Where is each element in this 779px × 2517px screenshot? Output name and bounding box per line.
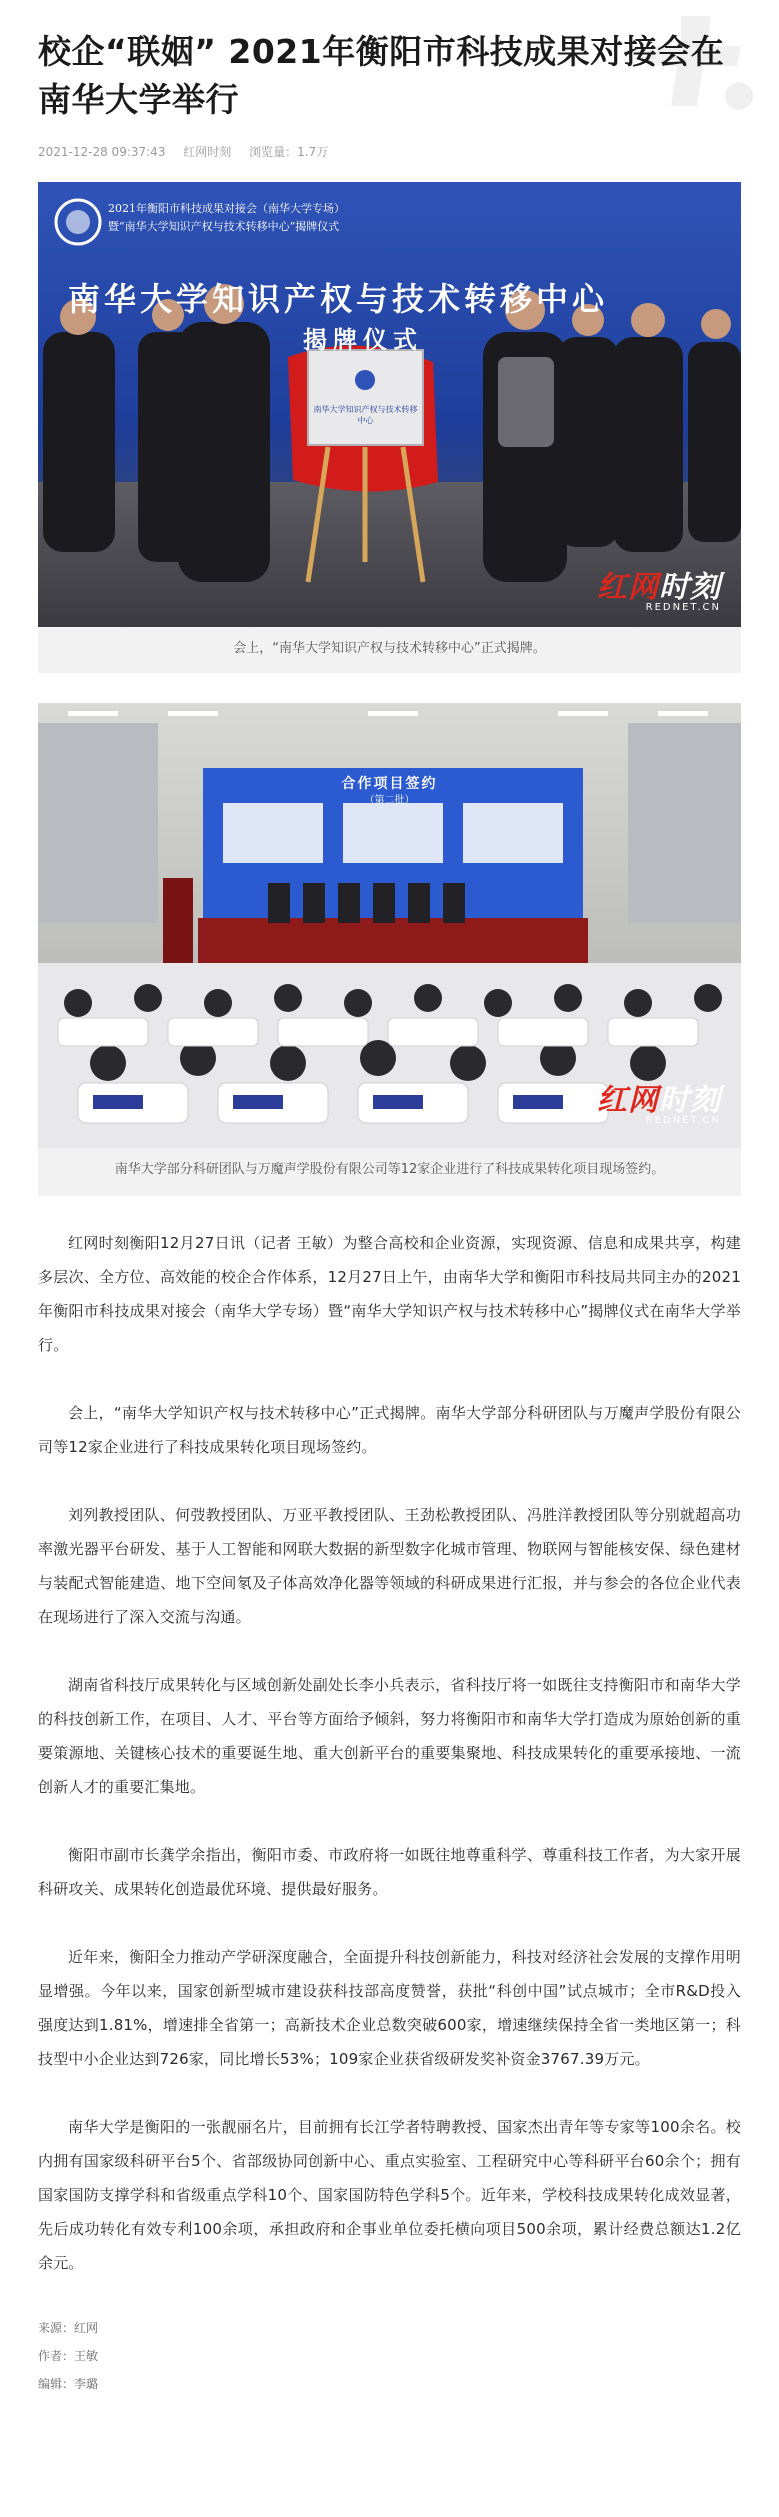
views-value: 1.7万 [297, 145, 329, 159]
paragraph: 南华大学是衡阳的一张靓丽名片，目前拥有长江学者特聘教授、国家杰出青年等专家等100余名。校内拥有国家级科研平台5个、省部级协同创新中心、重点实验室、工程研究中心等科研平台60余个；拥有国家国防支撑学科和省级重点学科10个、国家国防特色学科5个。近年来，学校科技成果转化成效显著，先后成功转化有效专利100余项，承担政府和企事业单位委托横向项目500余项，累计经费总额达1.2亿余元。 [38, 2118, 741, 2272]
banner-sub: 揭牌仪式 [303, 325, 423, 354]
photo-unveiling[interactable] [38, 182, 741, 627]
article-title: 校企“联姻” 2021年衡阳市科技成果对接会在南华大学举行 [38, 32, 725, 119]
logo-en-text: REDNET.CN [645, 602, 721, 613]
plaque-text: 南华大学知识产权与技术转移中心 [313, 405, 418, 425]
views-label: 浏览量： [249, 145, 298, 159]
figure-caption: 南华大学部分科研团队与万魔声学股份有限公司等12家企业进行了科技成果转化项目现场签约。 [114, 1162, 665, 1177]
figure-unveiling [38, 182, 741, 673]
footer-source: 来源：红网 [38, 2321, 99, 2335]
photo-signing[interactable] [38, 703, 741, 1148]
screen-title: 合作项目签约 [341, 776, 438, 792]
rednet-logo [597, 1075, 721, 1126]
logo-en-text: REDNET.CN [645, 1115, 721, 1126]
paragraph: 刘列教授团队、何弢教授团队、万亚平教授团队、王劲松教授团队、冯胜洋教授团队等分别就超高功率激光器平台研发、基于人工智能和网联大数据的新型数字化城市管理、物联网与智能核安保、绿色建材与装配式智能建造、地下空间氡及子体高效净化器等领域的科研成果进行汇报，并与参会的各位企业代表在现场进行了深入交流与沟通。 [38, 1506, 741, 1626]
logo-red-text: 红网 [597, 570, 659, 605]
logo-white-text: 时刻 [659, 570, 721, 605]
rednet-logo [597, 562, 721, 613]
article-footer [38, 2314, 741, 2398]
publish-time: 2021-12-28 09:37:43 [38, 145, 166, 159]
footer-author: 作者：王敏 [38, 2349, 99, 2363]
banner-line1: 2021年衡阳市科技成果对接会（南华大学专场） [108, 202, 345, 215]
screen-subtitle: （第二批） [364, 795, 415, 806]
article-meta [38, 142, 741, 162]
logo-red-text: 红网 [597, 1083, 659, 1118]
view-count [249, 145, 328, 159]
article-body [38, 1226, 741, 2280]
paragraph: 近年来，衡阳全力推动产学研深度融合，全面提升科技创新能力，科技对经济社会发展的支撑作用明显增强。今年以来，国家创新型城市建设获科技部高度赞誉，获批“科创中国”试点城市；全市R&D投入强度达到1.81%，增速排全省第一；高新技术企业总数突破600家，增速继续保持全省一类地区第一；科技型中小企业达到726家，同比增长53%；109家企业获省级研发奖补资金3767.39万元。 [38, 1948, 741, 2068]
footer-editor: 编辑：李璐 [38, 2377, 99, 2391]
source-name[interactable]: 红网时刻 [183, 145, 232, 159]
logo-white-text: 时刻 [659, 1083, 721, 1118]
banner-line2: 暨“南华大学知识产权与技术转移中心”揭牌仪式 [108, 220, 340, 233]
figure-signing [38, 703, 741, 1196]
banner-main: 南华大学知识产权与技术转移中心 [68, 280, 609, 318]
figure-caption: 会上，“南华大学知识产权与技术转移中心”正式揭牌。 [233, 641, 546, 656]
paragraph: 红网时刻衡阳12月27日讯（记者 王敏）为整合高校和企业资源，实现资源、信息和成果共享，构建多层次、全方位、高效能的校企合作体系，12月27日上午，由南华大学和衡阳市科技局共同主办的2021年衡阳市科技成果对接会（南华大学专场）暨“南华大学知识产权与技术转移中心”揭牌仪式在南华大学举行。 [38, 1234, 741, 1354]
paragraph: 衡阳市副市长龚学余指出，衡阳市委、市政府将一如既往地尊重科学、尊重科技工作者，为大家开展科研攻关、成果转化创造最优环境、提供最好服务。 [38, 1846, 741, 1898]
paragraph: 会上，“南华大学知识产权与技术转移中心”正式揭牌。南华大学部分科研团队与万魔声学股份有限公司等12家企业进行了科技成果转化项目现场签约。 [38, 1404, 741, 1456]
paragraph: 湖南省科技厅成果转化与区域创新处副处长李小兵表示，省科技厅将一如既往支持衡阳市和南华大学的科技创新工作，在项目、人才、平台等方面给予倾斜，努力将衡阳市和南华大学打造成为原始创新的重要策源地、关键核心技术的重要诞生地、重大创新平台的重要集聚地、科技成果转化的重要承接地、一流创新人才的重要汇集地。 [38, 1676, 741, 1796]
